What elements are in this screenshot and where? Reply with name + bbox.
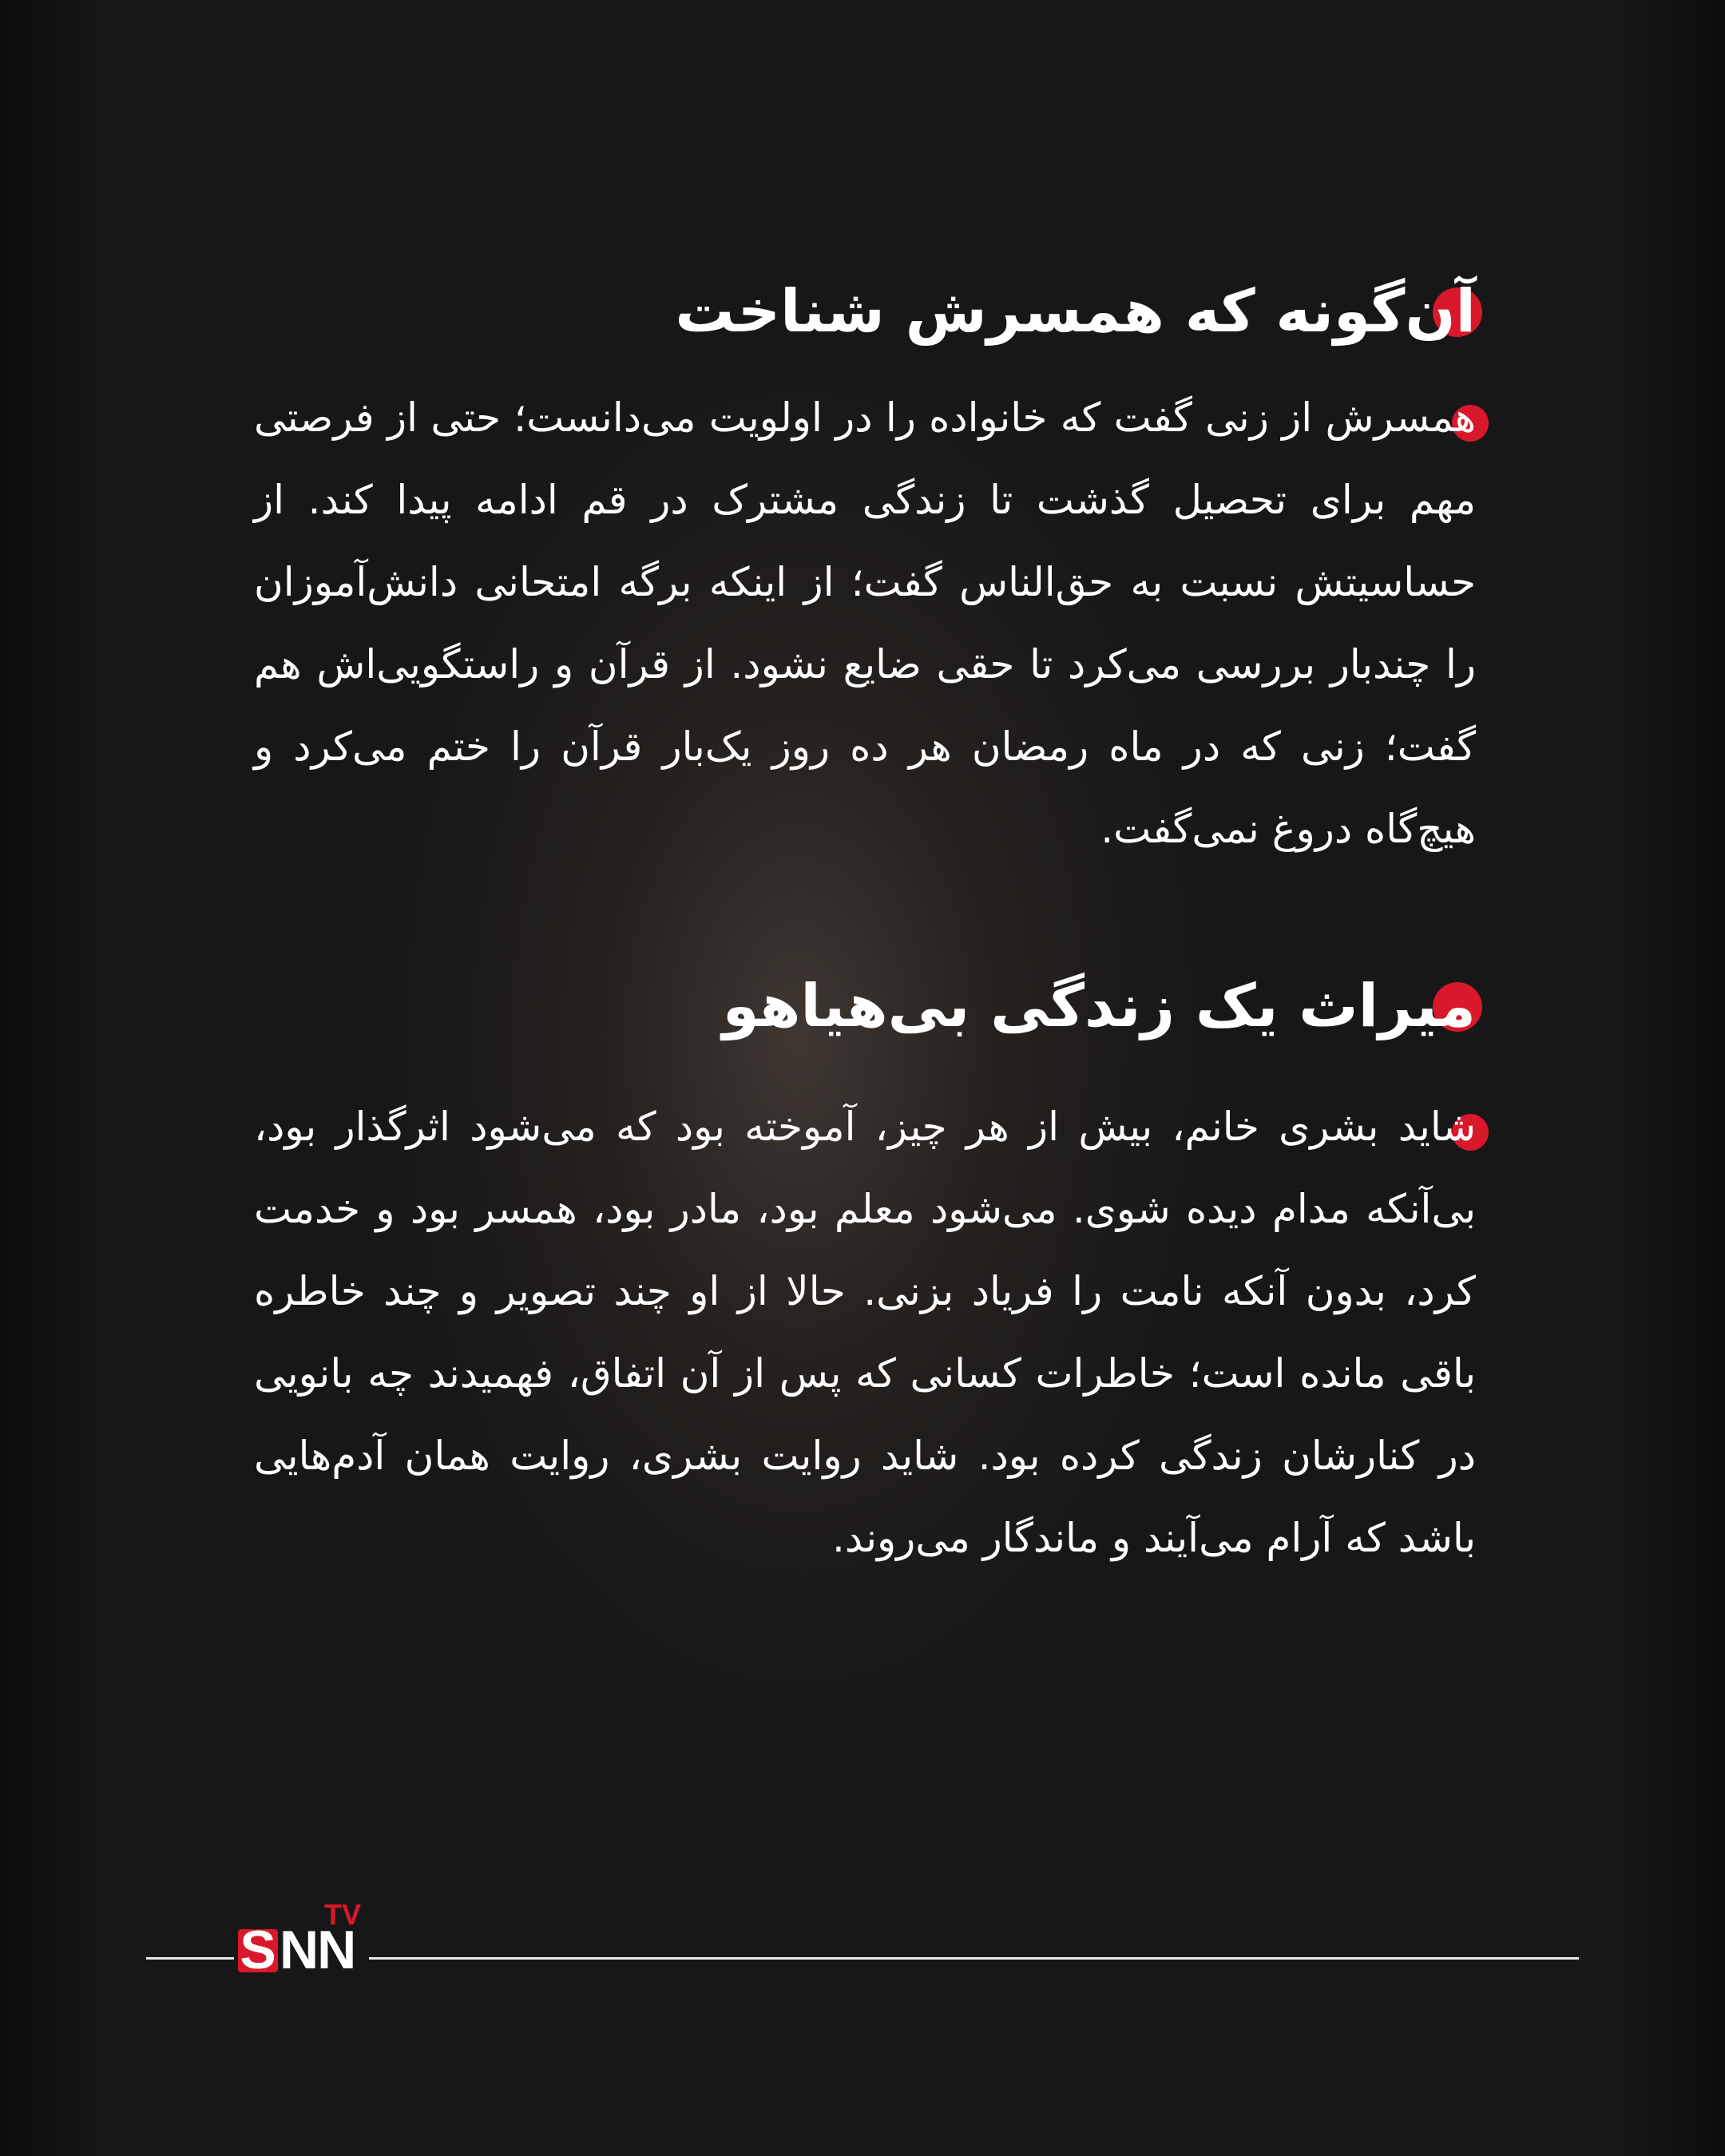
footer-divider-left	[146, 1957, 234, 1960]
section-heading-2-text: میراث یک زندگی بی‌هیاهو	[722, 972, 1476, 1040]
logo-tv-letters: TV	[324, 1898, 362, 1931]
section-paragraph-1	[254, 377, 1476, 870]
article-content	[254, 264, 1476, 1579]
section-heading-2	[254, 958, 1476, 1054]
section-paragraph-2	[254, 1086, 1476, 1579]
logo-nn-letters: NN	[280, 1920, 355, 1980]
section-heading-1	[254, 264, 1476, 359]
section-paragraph-2-text: شاید بشری خانم، بیش از هر چیز، آموخته بود که می‌شود اثرگذار بود، بی‌آنکه مدام دیده شوی. می‌شود معلم بود، مادر بود، همسر بود و خدمت کرد، بدون آنکه نامت را فریاد بزنی. حالا از او چند تصویر و چند خاطره باقی مانده است؛ خاطرات کسانی که پس از آن اتفاق، فهمیدند چه بانویی در کنارشان زندگی کرده بود. شاید روایت بشری، روایت همان آدم‌هایی باشد که آرام می‌آیند و ماندگار می‌روند.	[254, 1104, 1476, 1561]
section-heading-1-text: آن‌گونه که همسرش شناخت	[675, 277, 1476, 346]
section-paragraph-1-text: همسرش از زنی گفت که خانواده را در اولویت می‌دانست؛ حتی از فرصتی مهم برای تحصیل گذشت تا زندگی مشترک در قم ادامه پیدا کند. از حساسیتش نسبت به حق‌الناس گفت؛ از اینکه برگه امتحانی دانش‌آموزان را چندبار بررسی می‌کرد تا حقی ضایع نشود. از قرآن و راستگویی‌اش هم گفت؛ زنی که در ماه رمضان هر ده روز یک‌بار قرآن را ختم می‌کرد و هیچ‌گاه دروغ نمی‌گفت.	[254, 394, 1476, 852]
snn-tv-logo	[238, 1900, 370, 1980]
logo-s-letter: S	[240, 1920, 276, 1980]
footer-divider-right	[369, 1957, 1579, 1960]
